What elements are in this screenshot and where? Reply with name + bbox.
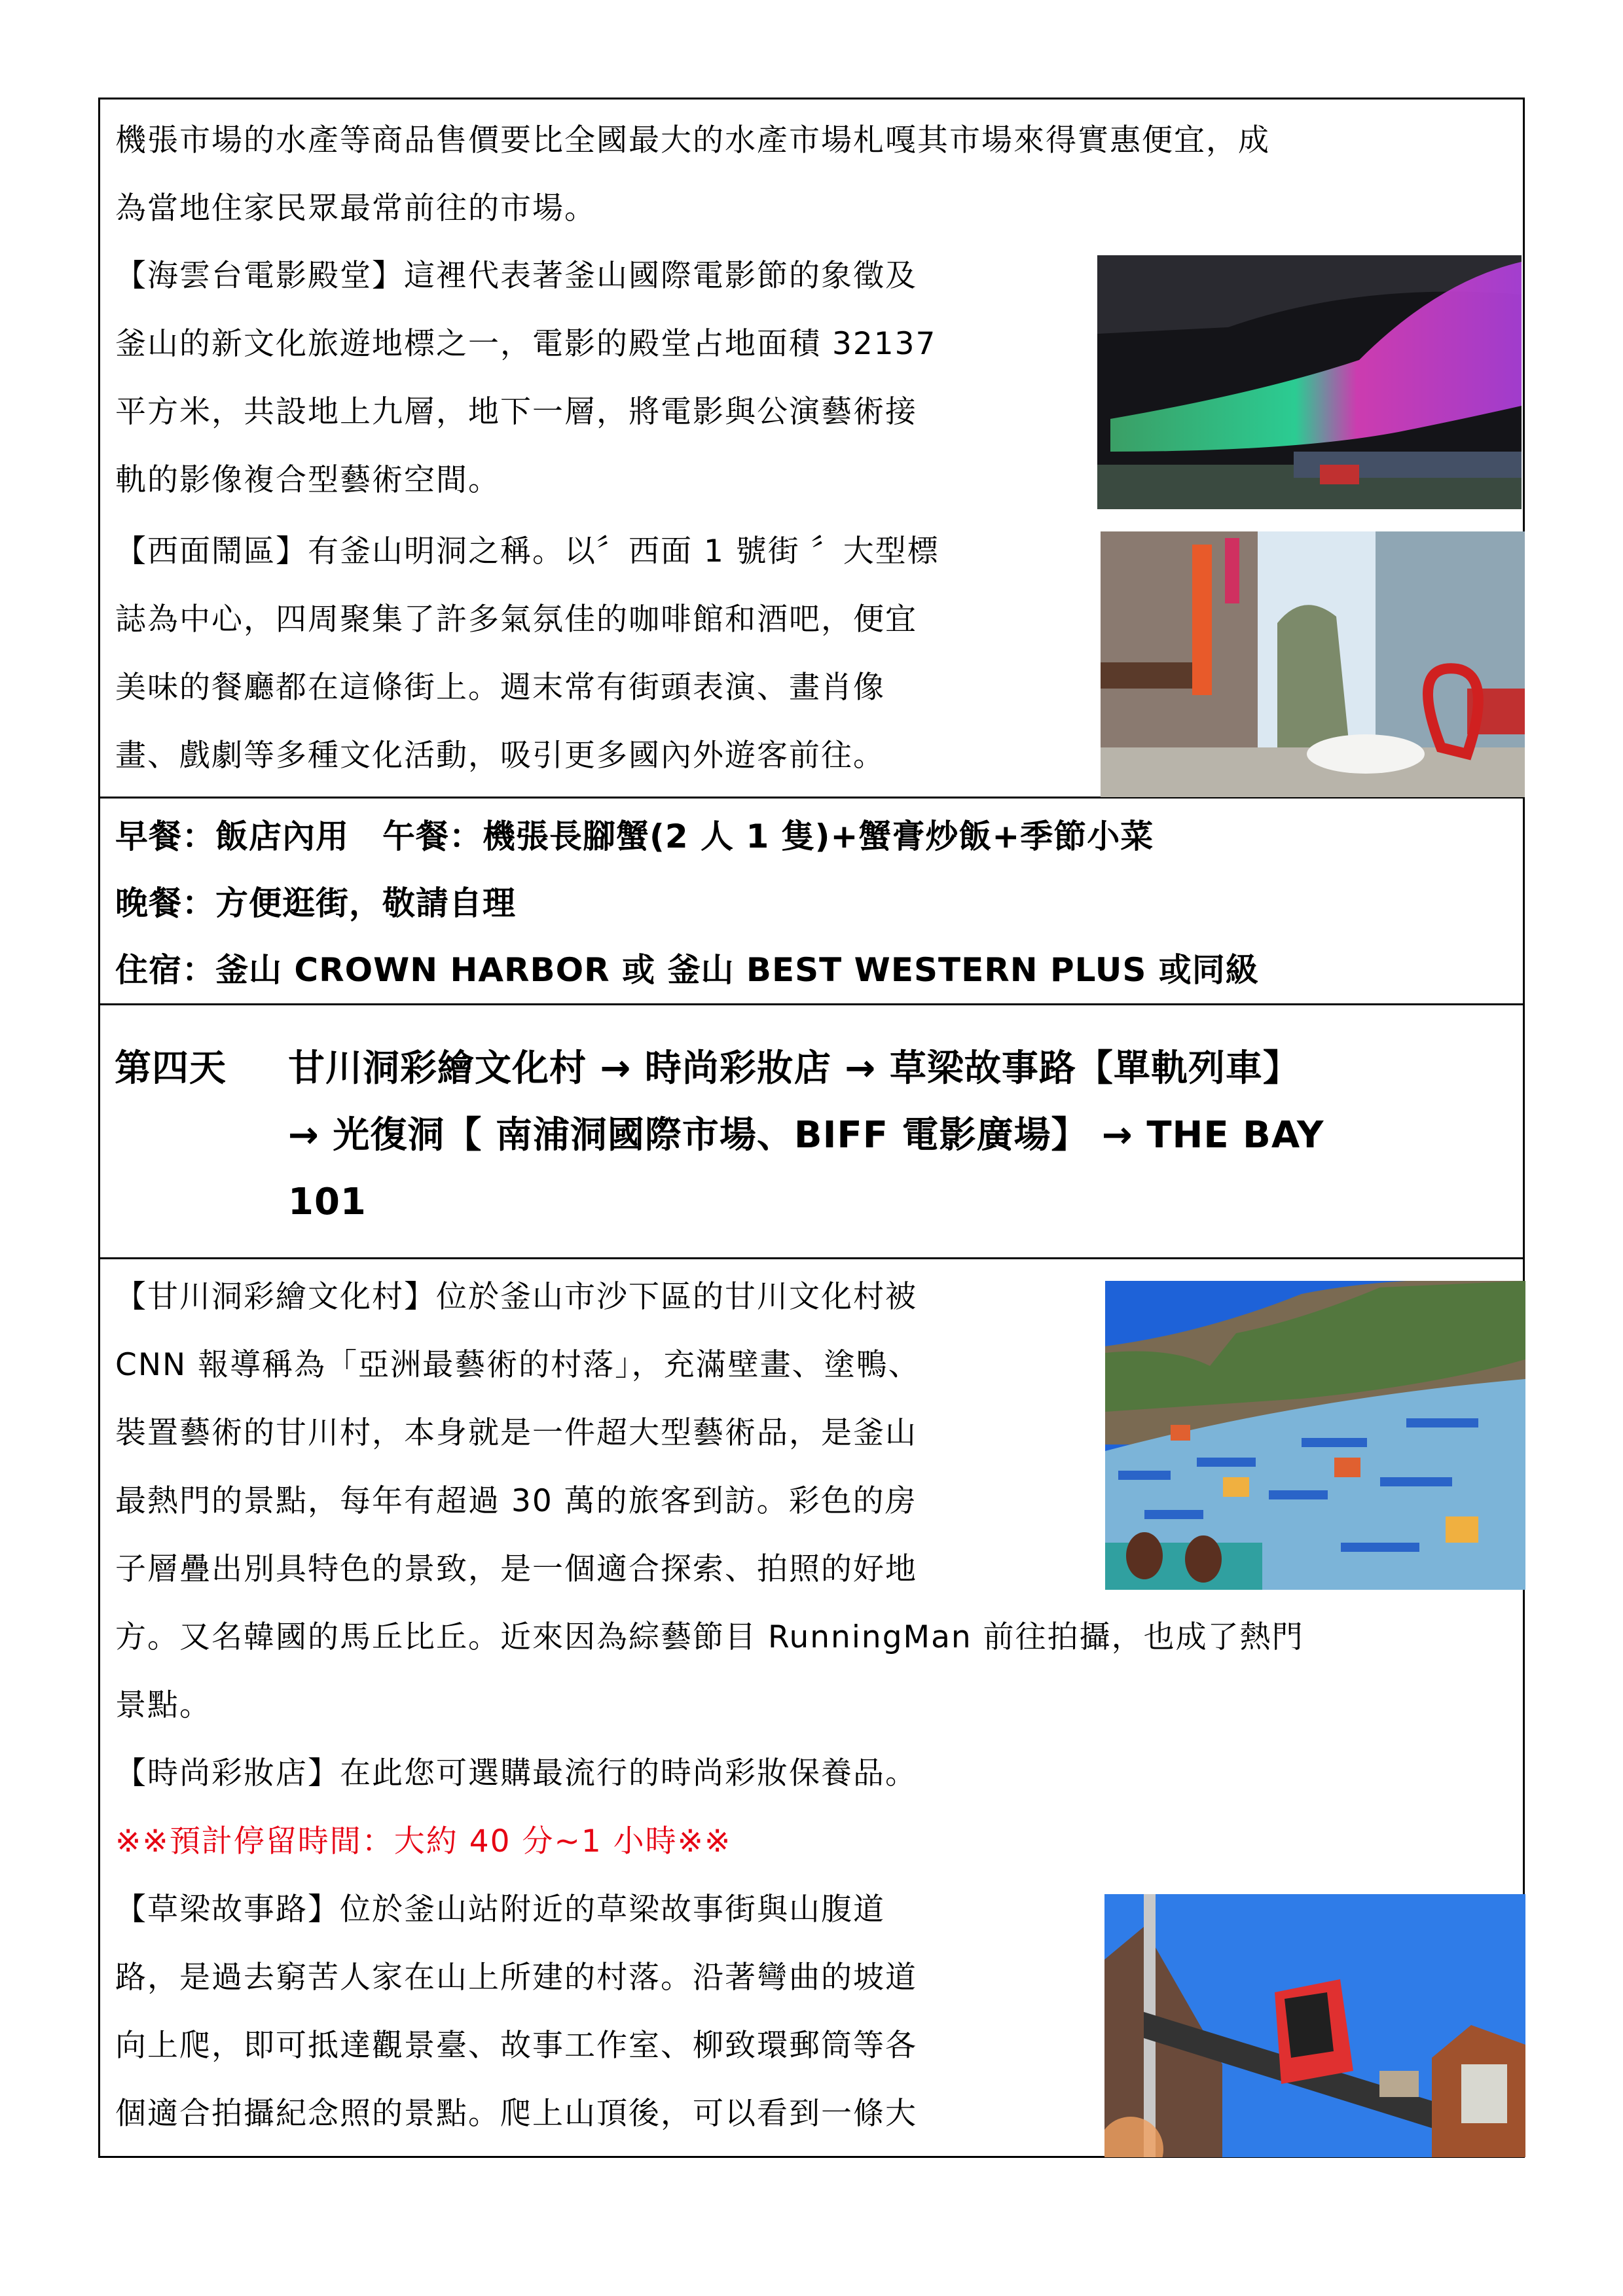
intro-line-2: 為當地住家民眾最常前往的市場。 (115, 190, 596, 226)
seomyeon-line-2: 誌為中心，四周聚集了許多氣氛佳的咖啡館和酒吧，便宜 (115, 601, 917, 637)
gamcheon-line-2: CNN 報導稱為「亞洲最藝術的村落」，充滿壁畫、塗鴨、 (115, 1347, 921, 1383)
haeundae-line-1: 【海雲台電影殿堂】這裡代表著釜山國際電影節的象徵及 (115, 258, 917, 294)
haeundae-line-3: 平方米，共設地上九層，地下一層，將電影與公演藝術接 (115, 394, 917, 430)
gamcheon-line-4: 最熱門的景點，每年有超過 30 萬的旅客到訪。彩色的房 (115, 1483, 917, 1519)
gamcheon-line-1: 【甘川洞彩繪文化村】位於釜山市沙下區的甘川文化村被 (115, 1279, 917, 1315)
choryang-line-4: 個適合拍攝紀念照的景點。爬上山頂後，可以看到一條大 (115, 2096, 917, 2132)
accommodation: 住宿：釜山 CROWN HARBOR 或 釜山 BEST WESTERN PLUS 或同級 (115, 951, 1259, 989)
meals-breakfast-lunch: 早餐：飯店內用 午餐：機張長腳蟹(2 人 1 隻)+蟹膏炒飯+季節小菜 (115, 817, 1154, 855)
stay-duration-notice: ※※預計停留時間：大約 40 分~1 小時※※ (115, 1823, 732, 1859)
gamcheon-line-6: 方。又名韓國的馬丘比丘。近來因為綜藝節目 RunningMan 前往拍攝，也成了熱門 (115, 1619, 1304, 1655)
intro-line-1: 機張市場的水產等商品售價要比全國最大的水產市場札嘎其市場來得實惠便宜，成 (115, 122, 1270, 158)
day4-route-line-1: 甘川洞彩繪文化村 → 時尚彩妝店 → 草梁故事路【單軌列車】 (288, 1047, 1300, 1090)
gamcheon-line-5: 子層疊出別具特色的景致，是一個適合探索、拍照的好地 (115, 1551, 917, 1587)
day4-route-line-3: 101 (288, 1181, 367, 1223)
choryang-line-3: 向上爬，即可抵達觀景臺、故事工作室、柳致環郵筒等各 (115, 2028, 917, 2064)
cosmetics-line: 【時尚彩妝店】在此您可選購最流行的時尚彩妝保養品。 (115, 1755, 917, 1791)
choryang-monorail-photo (1104, 1894, 1525, 2157)
haeundae-line-2: 釜山的新文化旅遊地標之一，電影的殿堂占地面積 32137 (115, 326, 937, 362)
seomyeon-line-1: 【西面鬧區】有釜山明洞之稱。以〞西面 1 號街 〞大型標 (115, 533, 939, 569)
choryang-line-2: 路，是過去窮苦人家在山上所建的村落。沿著彎曲的坡道 (115, 1960, 917, 1996)
divider-day4-top (98, 1003, 1525, 1005)
busan-cinema-center-photo (1097, 255, 1522, 509)
gamcheon-village-photo (1105, 1281, 1525, 1590)
divider-day4-bottom (98, 1257, 1525, 1259)
day4-route-line-2: → 光復洞【 南浦洞國際市場、BIFF 電影廣場】 → THE BAY (288, 1114, 1324, 1157)
seomyeon-line-3: 美味的餐廳都在這條街上。週末常有街頭表演、畫肖像 (115, 670, 885, 706)
day-label: 第四天 (115, 1047, 227, 1090)
choryang-line-1: 【草梁故事路】位於釜山站附近的草梁故事街與山腹道 (115, 1892, 885, 1928)
seomyeon-line-4: 畫、戲劇等多種文化活動，吸引更多國內外遊客前往。 (115, 738, 885, 774)
gamcheon-line-7: 景點。 (115, 1687, 211, 1723)
seomyeon-street-photo (1101, 531, 1525, 797)
gamcheon-line-3: 裝置藝術的甘川村，本身就是一件超大型藝術品，是釜山 (115, 1415, 917, 1451)
haeundae-line-4: 軌的影像複合型藝術空間。 (115, 462, 500, 498)
meals-dinner: 晚餐：方便逛街，敬請自理 (115, 884, 516, 922)
